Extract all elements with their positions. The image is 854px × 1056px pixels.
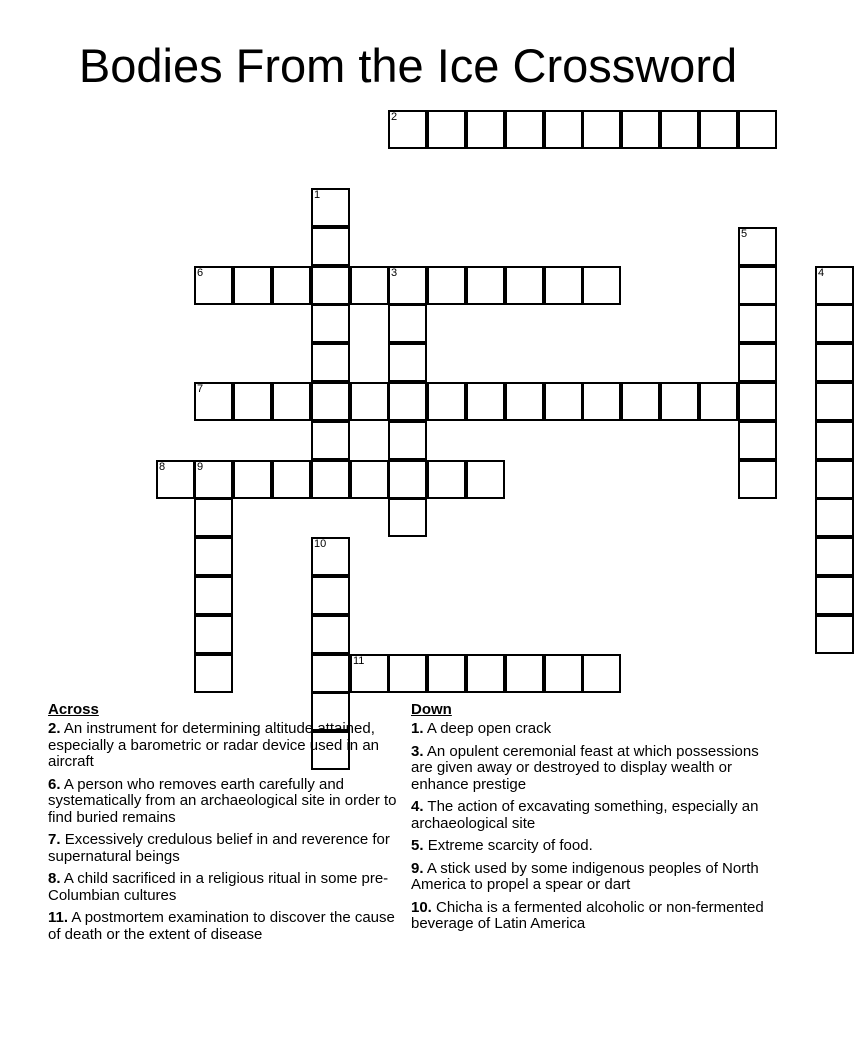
- grid-cell[interactable]: [311, 188, 350, 227]
- grid-cell[interactable]: [815, 537, 854, 576]
- grid-cell[interactable]: [427, 110, 466, 149]
- grid-cell[interactable]: [388, 498, 427, 537]
- grid-cell[interactable]: [311, 304, 350, 343]
- grid-cell[interactable]: [738, 343, 777, 382]
- grid-cell[interactable]: [505, 110, 544, 149]
- clue-number: 7: [197, 383, 204, 395]
- clue-text: A deep open crack: [426, 720, 552, 737]
- grid-cell[interactable]: [311, 421, 350, 460]
- grid-cell[interactable]: [466, 110, 505, 149]
- grid-cell[interactable]: [311, 460, 350, 499]
- clue: [411, 900, 767, 933]
- grid-cell[interactable]: [738, 266, 777, 305]
- grid-cell[interactable]: [427, 460, 466, 499]
- clue-number: 2: [391, 111, 398, 123]
- grid-cell[interactable]: [815, 382, 854, 421]
- grid-cell[interactable]: [815, 421, 854, 460]
- grid-cell[interactable]: [660, 382, 699, 421]
- clue-number: 8.: [48, 870, 61, 887]
- grid-cell[interactable]: [815, 304, 854, 343]
- clue: [48, 910, 404, 943]
- grid-cell[interactable]: [272, 460, 311, 499]
- clue-number: 2.: [48, 720, 61, 737]
- clue-number: 11.: [48, 909, 69, 926]
- grid-cell[interactable]: [466, 460, 505, 499]
- grid-cell[interactable]: [388, 421, 427, 460]
- grid-cell[interactable]: [388, 460, 427, 499]
- clue: [411, 799, 767, 832]
- clue-text: Chicha is a fermented alcoholic or non-fermented beverage of Latin America: [411, 898, 764, 932]
- clue-text: An instrument for determining altitude attained, especially a barometric or radar device used in an aircraft: [48, 720, 380, 770]
- grid-cell[interactable]: [582, 654, 621, 693]
- clue: [48, 721, 404, 771]
- down-clue-list: [411, 721, 767, 933]
- grid-cell[interactable]: [388, 304, 427, 343]
- grid-cell[interactable]: [272, 382, 311, 421]
- grid-cell[interactable]: [699, 110, 738, 149]
- clue-number: 3.: [411, 742, 424, 760]
- grid-cell[interactable]: [233, 266, 272, 305]
- clue: [48, 871, 404, 904]
- clue-text: A stick used by some indigenous peoples of North America to propel a spear or dart: [411, 859, 759, 893]
- grid-cell[interactable]: [505, 382, 544, 421]
- across-clues: [48, 701, 404, 949]
- grid-cell[interactable]: [815, 266, 854, 305]
- grid-cell[interactable]: [350, 266, 389, 305]
- clue-number: 3: [391, 267, 398, 279]
- clue-text: The action of excavating something, especially an archaeological site: [411, 798, 759, 832]
- clue-number: 8: [159, 461, 166, 473]
- grid-cell[interactable]: [388, 382, 427, 421]
- grid-cell[interactable]: [815, 498, 854, 537]
- clue-number: 9: [197, 461, 204, 473]
- grid-cell[interactable]: [466, 654, 505, 693]
- clue: [48, 832, 404, 865]
- grid-cell[interactable]: [311, 615, 350, 654]
- clue-number: 7.: [48, 831, 61, 848]
- clue: [411, 744, 767, 794]
- clue-number: 10.: [411, 898, 432, 916]
- grid-cell[interactable]: [544, 654, 583, 693]
- grid-cell[interactable]: [738, 382, 777, 421]
- clue-text: A child sacrificed in a religious ritual in some pre-Columbian cultures: [48, 870, 389, 904]
- across-heading: Across: [48, 701, 99, 718]
- clue-number: 1: [314, 189, 321, 201]
- grid-cell[interactable]: [194, 654, 233, 693]
- clue-text: A postmortem examination to discover the cause of death or the extent of disease: [48, 909, 395, 943]
- grid-cell[interactable]: [738, 227, 777, 266]
- puzzle-title: Bodies From the Ice Crossword: [78, 39, 738, 92]
- clue-number: 10: [314, 538, 327, 550]
- grid-cell[interactable]: [311, 537, 350, 576]
- grid-cell[interactable]: [233, 382, 272, 421]
- grid-cell[interactable]: [233, 460, 272, 499]
- clue-number: 4: [818, 267, 825, 279]
- grid-cell[interactable]: [466, 266, 505, 305]
- grid-cell[interactable]: [544, 266, 583, 305]
- grid-cell[interactable]: [311, 343, 350, 382]
- clue-number: 5: [741, 228, 748, 240]
- down-clues: [411, 701, 767, 939]
- grid-cell[interactable]: [194, 615, 233, 654]
- grid-cell[interactable]: [815, 460, 854, 499]
- grid-cell[interactable]: [699, 382, 738, 421]
- grid-cell[interactable]: [350, 654, 389, 693]
- grid-cell[interactable]: [660, 110, 699, 149]
- grid-cell[interactable]: [544, 382, 583, 421]
- grid-cell[interactable]: [582, 266, 621, 305]
- grid-cell[interactable]: [505, 266, 544, 305]
- clue-number: 4.: [411, 798, 424, 815]
- grid-cell[interactable]: [311, 382, 350, 421]
- down-heading: Down: [411, 701, 452, 718]
- clue-number: 9.: [411, 859, 424, 877]
- grid-cell[interactable]: [194, 498, 233, 537]
- grid-cell[interactable]: [388, 654, 427, 693]
- grid-cell[interactable]: [815, 615, 854, 654]
- grid-cell[interactable]: [156, 460, 195, 499]
- grid-cell[interactable]: [272, 266, 311, 305]
- clue-text: Excessively credulous belief in and reverence for supernatural beings: [48, 831, 390, 865]
- grid-cell[interactable]: [738, 304, 777, 343]
- clue: [411, 721, 767, 738]
- grid-cell[interactable]: [427, 654, 466, 693]
- grid-cell[interactable]: [582, 110, 621, 149]
- grid-cell[interactable]: [311, 266, 350, 305]
- grid-cell[interactable]: [815, 576, 854, 615]
- clue-number: 5.: [411, 837, 424, 854]
- clue: [48, 777, 404, 827]
- clue: [411, 838, 767, 855]
- across-clue-list: [48, 721, 404, 943]
- clue-number: 1.: [411, 720, 424, 737]
- grid-cell[interactable]: [427, 382, 466, 421]
- grid-cell[interactable]: [194, 537, 233, 576]
- clue-number: 6: [197, 267, 204, 279]
- grid-cell[interactable]: [505, 654, 544, 693]
- clue-text: A person who removes earth carefully and systematically from an archaeological site in order to find buried remains: [48, 775, 397, 826]
- clue-text: An opulent ceremonial feast at which possessions are given away or destroyed to display wealth or enhance prestige: [411, 742, 759, 793]
- grid-cell[interactable]: [311, 576, 350, 615]
- grid-cell[interactable]: [388, 343, 427, 382]
- clue-number: 6.: [48, 775, 61, 793]
- grid-cell[interactable]: [350, 382, 389, 421]
- grid-cell[interactable]: [311, 654, 350, 693]
- grid-cell[interactable]: [738, 421, 777, 460]
- grid-cell[interactable]: [544, 110, 583, 149]
- grid-cell[interactable]: [194, 266, 233, 305]
- grid-cell[interactable]: [350, 460, 389, 499]
- grid-cell[interactable]: [311, 227, 350, 266]
- grid-cell[interactable]: [738, 110, 777, 149]
- clue-number: 11: [353, 655, 365, 667]
- grid-cell[interactable]: [194, 460, 233, 499]
- grid-cell[interactable]: [194, 382, 233, 421]
- grid-cell[interactable]: [466, 382, 505, 421]
- grid-cell[interactable]: [582, 382, 621, 421]
- grid-cell[interactable]: [388, 110, 427, 149]
- grid-cell[interactable]: [194, 576, 233, 615]
- grid-cell[interactable]: [621, 110, 660, 149]
- clue: [411, 861, 767, 894]
- grid-cell[interactable]: [427, 266, 466, 305]
- clue-text: Extreme scarcity of food.: [427, 837, 593, 854]
- grid-cell[interactable]: [815, 343, 854, 382]
- grid-cell[interactable]: [388, 266, 427, 305]
- grid-cell[interactable]: [738, 460, 777, 499]
- grid-cell[interactable]: [621, 382, 660, 421]
